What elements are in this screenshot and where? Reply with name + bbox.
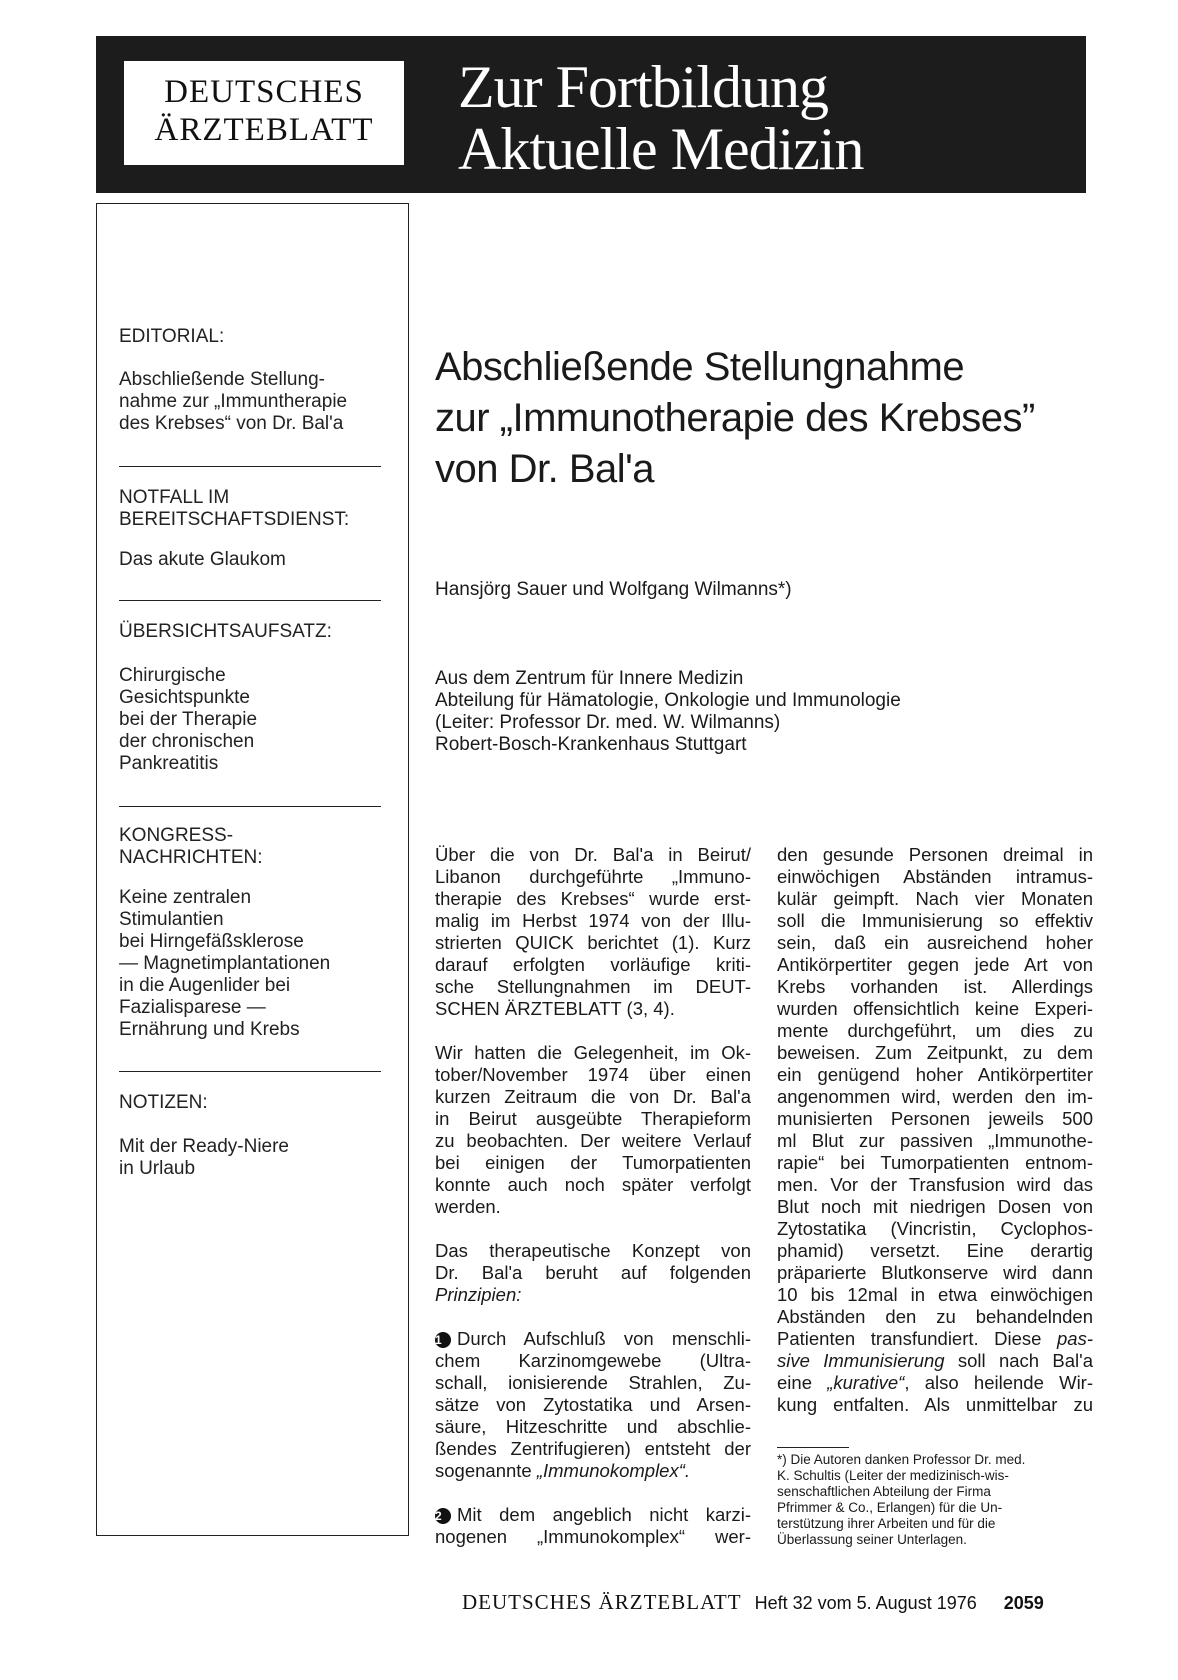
text-line: den gesunde Personen dreimal in <box>777 844 1093 865</box>
article-title <box>435 342 1115 495</box>
sidebar-line: Gesichtspunkte <box>119 687 250 708</box>
text-line: Dr. Bal'a beruht auf folgenden <box>435 1262 751 1283</box>
sidebar-body-notfall <box>119 549 389 571</box>
sidebar-divider <box>119 806 381 807</box>
logo-line-1: DEUTSCHES <box>164 74 364 110</box>
text-line: men. Vor der Transfusion wird das <box>777 1174 1093 1195</box>
footnote-divider <box>777 1447 849 1448</box>
text-span: Mit dem angeblich nicht karzi- <box>457 1504 751 1525</box>
article-authors: Hansjörg Sauer und Wolfgang Wilmanns*) <box>435 579 792 600</box>
affiliation-line: Aus dem Zentrum für Innere Medizin <box>435 668 744 689</box>
footer-issue: Heft 32 vom 5. August 1976 <box>754 1593 977 1613</box>
text-line: phamid) versetzt. Eine derartig <box>777 1240 1093 1261</box>
text-line: rapie“ bei Tumorpatienten entnom- <box>777 1152 1093 1173</box>
text-line: kulär geimpft. Nach vier Monaten <box>777 888 1093 909</box>
sidebar-body-uebersicht <box>119 665 389 775</box>
text-line: konnte auch noch später verfolgt <box>435 1174 751 1195</box>
sidebar-heading-editorial: EDITORIAL: <box>119 326 225 347</box>
text-line: darauf erfolgten vorläufige kriti- <box>435 954 751 975</box>
page-footer <box>462 1590 1044 1615</box>
footer-journal: DEUTSCHES ÄRZTEBLATT <box>462 1590 742 1614</box>
footnote <box>777 1452 1093 1548</box>
sidebar-heading-notizen: NOTIZEN: <box>119 1092 208 1113</box>
text-line: bei einigen der Tumorpatienten <box>435 1152 751 1173</box>
sidebar-line: NACHRICHTEN: <box>119 847 263 868</box>
text-line: ml Blut zur passiven „Immunothe- <box>777 1130 1093 1151</box>
sidebar-line: Pankreatitis <box>119 753 219 774</box>
text-line: zu beobachten. Der weitere Verlauf <box>435 1130 751 1151</box>
sidebar-body-editorial <box>119 369 389 435</box>
text-line: Blut noch mit niedrigen Dosen von <box>777 1196 1093 1217</box>
italic-text: Prinzipien: <box>435 1284 522 1305</box>
text-span: , also heilende Wir- <box>904 1372 1094 1393</box>
text-line: einwöchigen Abständen intramus- <box>777 866 1093 887</box>
article-title-line: von Dr. Bal'a <box>435 447 655 491</box>
text-line: tober/November 1974 über einen <box>435 1064 751 1085</box>
text-line: malig im Herbst 1974 von der Illu- <box>435 910 751 931</box>
text-line <box>435 1460 751 1482</box>
text-line: sein, daß ein ausreichend hoher <box>777 932 1093 953</box>
sidebar-body-notizen <box>119 1136 389 1180</box>
footnote-line: senschaftlichen Abteilung der Firma <box>777 1484 991 1499</box>
sidebar-line: Ernährung und Krebs <box>119 1019 300 1040</box>
text-line: mente durchgeführt, um dies zu <box>777 1020 1093 1041</box>
sidebar-line: BEREITSCHAFTSDIENST: <box>119 509 350 530</box>
text-line: beweisen. Zum Zeitpunkt, zu dem <box>777 1042 1093 1063</box>
text-line: strierten QUICK berichtet (1). Kurz <box>435 932 751 953</box>
text-line: werden. <box>435 1196 501 1217</box>
sidebar-line: Chirurgische <box>119 665 226 686</box>
italic-text: sive Immunisierung <box>777 1350 945 1371</box>
sidebar-line: KONGRESS- <box>119 825 234 846</box>
text-span: Patienten transfundiert. Diese <box>777 1328 1057 1349</box>
affiliation-line: (Leiter: Professor Dr. med. W. Wilmanns) <box>435 712 781 733</box>
text-line: Libanon durchgeführte „Immuno- <box>435 866 751 887</box>
article-title-line: Abschließende Stellungnahme <box>435 345 965 389</box>
sidebar-line: Fazialisparese — <box>119 997 266 1018</box>
text-line: Das therapeutische Konzept von <box>435 1240 751 1261</box>
section-title-line-2: Aktuelle Medizin <box>458 116 864 182</box>
footnote-line: Pfrimmer & Co., Erlangen) für die Un- <box>777 1500 1003 1515</box>
contents-sidebar <box>96 203 409 1536</box>
text-span: eine <box>777 1372 828 1393</box>
text-line: Abständen den zu behandelnden <box>777 1306 1093 1327</box>
text-span: soll nach Bal'a <box>944 1350 1093 1371</box>
paragraph-1 <box>435 844 751 1020</box>
text-span: sogenannte <box>435 1460 537 1481</box>
text-line <box>777 1372 1093 1394</box>
text-line <box>777 1328 1093 1350</box>
sidebar-line: Das akute Glaukom <box>119 549 286 570</box>
sidebar-heading-uebersicht: ÜBERSICHTSAUFSATZ: <box>119 621 332 642</box>
sidebar-line: Abschließende Stellung- <box>119 369 325 390</box>
sidebar-line: NOTFALL IM <box>119 487 230 508</box>
footnote-line: Überlassung seiner Unterlagen. <box>777 1532 967 1547</box>
sidebar-heading-notfall <box>119 487 389 531</box>
text-line: Über die von Dr. Bal'a in Beirut/ <box>435 844 751 865</box>
text-line: therapie des Krebses“ wurde erst- <box>435 888 751 909</box>
sidebar-line: des Krebses“ von Dr. Bal'a <box>119 413 344 434</box>
text-line: munisierten Personen jeweils 500 <box>777 1108 1093 1129</box>
affiliation-line: Robert-Bosch-Krankenhaus Stuttgart <box>435 734 747 755</box>
page-number: 2059 <box>1003 1593 1044 1613</box>
text-line: Zytostatika (Vincristin, Cyclophos- <box>777 1218 1093 1239</box>
logo-line-2: ÄRZTEBLATT <box>154 112 374 148</box>
text-span: Durch Aufschluß von menschli- <box>457 1328 751 1349</box>
text-line: sche Stellungnahmen im DEUT- <box>435 976 751 997</box>
number-2-badge-icon: 2 <box>435 1508 451 1524</box>
paragraph-3 <box>435 1240 751 1306</box>
text-line: nogenen „Immunokomplex“ wer- <box>435 1526 751 1547</box>
text-line: kung entfalten. Als unmittelbar zu <box>777 1394 1093 1415</box>
sidebar-line: Stimulantien <box>119 909 224 930</box>
text-line: angenommen wird, werden den im- <box>777 1086 1093 1107</box>
sidebar-line: Keine zentralen <box>119 887 252 908</box>
text-line: soll die Immunisierung so effektiv <box>777 910 1093 931</box>
list-item-1 <box>435 1328 751 1482</box>
sidebar-line: in Urlaub <box>119 1158 196 1179</box>
sidebar-divider <box>119 1071 381 1072</box>
text-line: wurden offensichtlich keine Experi- <box>777 998 1093 1019</box>
footnote-line: K. Schultis (Leiter der medizinisch-wis- <box>777 1468 1009 1483</box>
sidebar-line: der chronischen <box>119 731 255 752</box>
text-line: Antikörpertiter gegen jede Art von <box>777 954 1093 975</box>
text-line <box>435 1504 751 1526</box>
text-line: ßendes Zentrifugieren) entsteht der <box>435 1438 751 1459</box>
text-line: SCHEN ÄRZTEBLATT (3, 4). <box>435 998 675 1019</box>
paragraph-2 <box>435 1042 751 1218</box>
paragraph-continued <box>777 844 1093 1416</box>
sidebar-line: — Magnetimplantationen <box>119 953 331 974</box>
text-line: säure, Hitzeschritte und abschlie- <box>435 1416 751 1437</box>
body-column-2 <box>777 844 1093 1438</box>
sidebar-heading-kongress <box>119 825 389 869</box>
italic-text: „kurative“ <box>827 1372 905 1393</box>
number-1-badge-icon: 1 <box>435 1332 451 1348</box>
footnote-line: *) Die Autoren danken Professor Dr. med. <box>777 1452 1026 1467</box>
sidebar-line: in die Augenlider bei <box>119 975 291 996</box>
text-line <box>435 1284 751 1306</box>
text-line: ein genügend hoher Antikörpertiter <box>777 1064 1093 1085</box>
sidebar-line: bei der Therapie <box>119 709 258 730</box>
sidebar-divider <box>119 600 381 601</box>
body-column-1 <box>435 844 751 1570</box>
sidebar-body-kongress <box>119 887 389 1041</box>
text-line: sätze von Zytostatika und Arsen- <box>435 1394 751 1415</box>
article-affiliation <box>435 668 901 756</box>
text-line: präparierte Blutkonserve wird dann <box>777 1262 1093 1283</box>
list-item-2 <box>435 1504 751 1548</box>
text-line <box>777 1350 1093 1372</box>
sidebar-line: nahme zur „Immuntherapie <box>119 391 348 412</box>
affiliation-line: Abteilung für Hämatologie, Onkologie und Immunologie <box>435 690 901 711</box>
text-line <box>435 1328 751 1350</box>
journal-logo <box>124 61 404 165</box>
text-line: in Beirut ausgeübte Therapieform <box>435 1108 751 1129</box>
sidebar-line: Mit der Ready-Niere <box>119 1136 289 1157</box>
text-line: Krebs vorhanden ist. Allerdings <box>777 976 1093 997</box>
sidebar-divider <box>119 466 381 467</box>
text-line: Wir hatten die Gelegenheit, im Ok- <box>435 1042 751 1063</box>
italic-text: „Immunokomplex“. <box>536 1460 691 1481</box>
text-line: chem Karzinomgewebe (Ultra- <box>435 1350 751 1371</box>
section-title <box>458 56 864 180</box>
header-band <box>96 36 1086 193</box>
text-line: kurzen Zeitraum die von Dr. Bal'a <box>435 1086 751 1107</box>
footnote-line: terstützung ihrer Arbeiten und für die <box>777 1516 996 1531</box>
italic-text: pas- <box>1057 1328 1093 1349</box>
text-line: schall, ionisierende Strahlen, Zu- <box>435 1372 751 1393</box>
sidebar-line: bei Hirngefäßsklerose <box>119 931 304 952</box>
article-title-line: zur „Immunotherapie des Krebses” <box>435 396 1035 440</box>
text-line: 10 bis 12mal in etwa einwöchigen <box>777 1284 1093 1305</box>
section-title-line-1: Zur Fortbildung <box>458 54 828 120</box>
